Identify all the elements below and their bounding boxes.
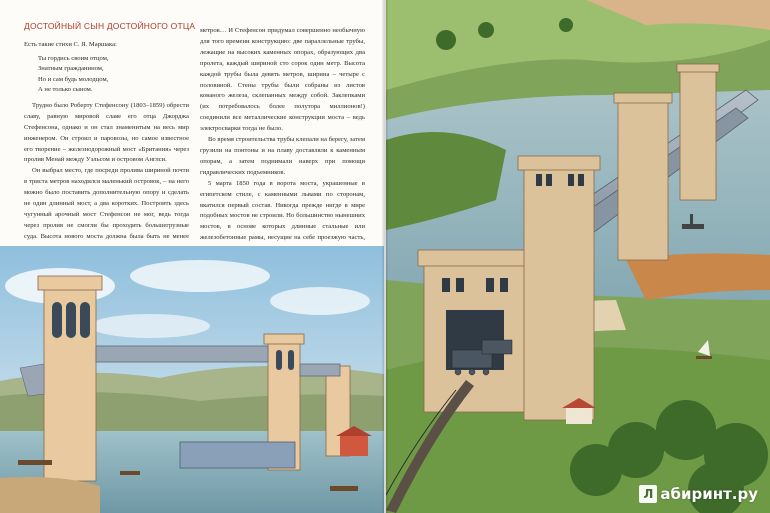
bridge-construction-illustration [0,246,384,513]
poem [38,54,189,96]
poem-line: Но и сам будь молодцом, [38,75,109,83]
paragraph: Трудно было Роберту Стефенсону (1803–1859) обрести славу, равную мировой славе его отца Джорджа Стефенсона, однако и он стал знаменитым на весь мир инженером. Он строил и паровозы, но самое известное его творение – железнодорожный мост «Британия» через пролив Менай между Уэльсом и островом Англси. [24,101,189,164]
paragraph: метров… И Стефенсон придумал совершенно необычную для того времени конструкцию: две параллельные трубы, лежащие на высоких каменных опорах, образующих два пролета, каждый шириной сто сорок один метр. Высота каждой трубы была девять метров, ширина – четыре с половиной. Стены трубы были собраны из листов кованого железа, склепанных между собой. Заклепками (их потребовалось более полутора миллионов!) соединили все металлические конструкции моста – ведь электросварки тогда не было. [200,27,365,133]
paragraph: Во время строительства трубы клепали на берегу, затем грузили на понтоны и на плаву доставляли к каменным опорам, а затем поднимали наверх при помощи гидравлических подъемников. [200,136,365,176]
text-column-left [24,40,189,254]
poem-line: Ты гордись своим отцом, [38,54,109,62]
paragraph: 5 марта 1850 года в ворота моста, украшенные в египетском стиле, с каменными львами по сторонам, вкатился первый состав. Никогда прежде нигде в мире подобных мостов не строили. Но большинство нынешних мостов, в основе которых длинные стальные или железобетонные рамы, несущие на себе проезжую часть, [200,179,365,242]
watermark-text: абиринт.ру [660,485,758,503]
poem-intro: Есть такие стихи С. Я. Маршака: [24,41,117,48]
right-page [386,0,770,513]
labirint-logo-icon: Л [639,485,657,503]
book-gutter [382,0,388,513]
poem-line: А не только сыном. [38,86,93,94]
left-page [0,0,384,513]
site-watermark [639,485,758,503]
section-heading: ДОСТОЙНЫЙ СЫН ДОСТОЙНОГО ОТЦА [24,21,196,31]
text-column-right [200,26,365,255]
paragraph: Он выбрал место, где посреди пролива шириной почти в триста метров находился маленький островок, – на него можно было поставить дополнительную опору и сделать не один длинный мост, а два коротких. Построить здесь чугунный арочный мост Стефенсон не мог, ведь тогда через пролив не смогли бы проходить большегрузные суда. Высота нового моста должна была быть не менее [24,167,189,240]
britannia-bridge-illustration [386,0,770,513]
poem-line: Знатным гражданином, [38,65,104,73]
